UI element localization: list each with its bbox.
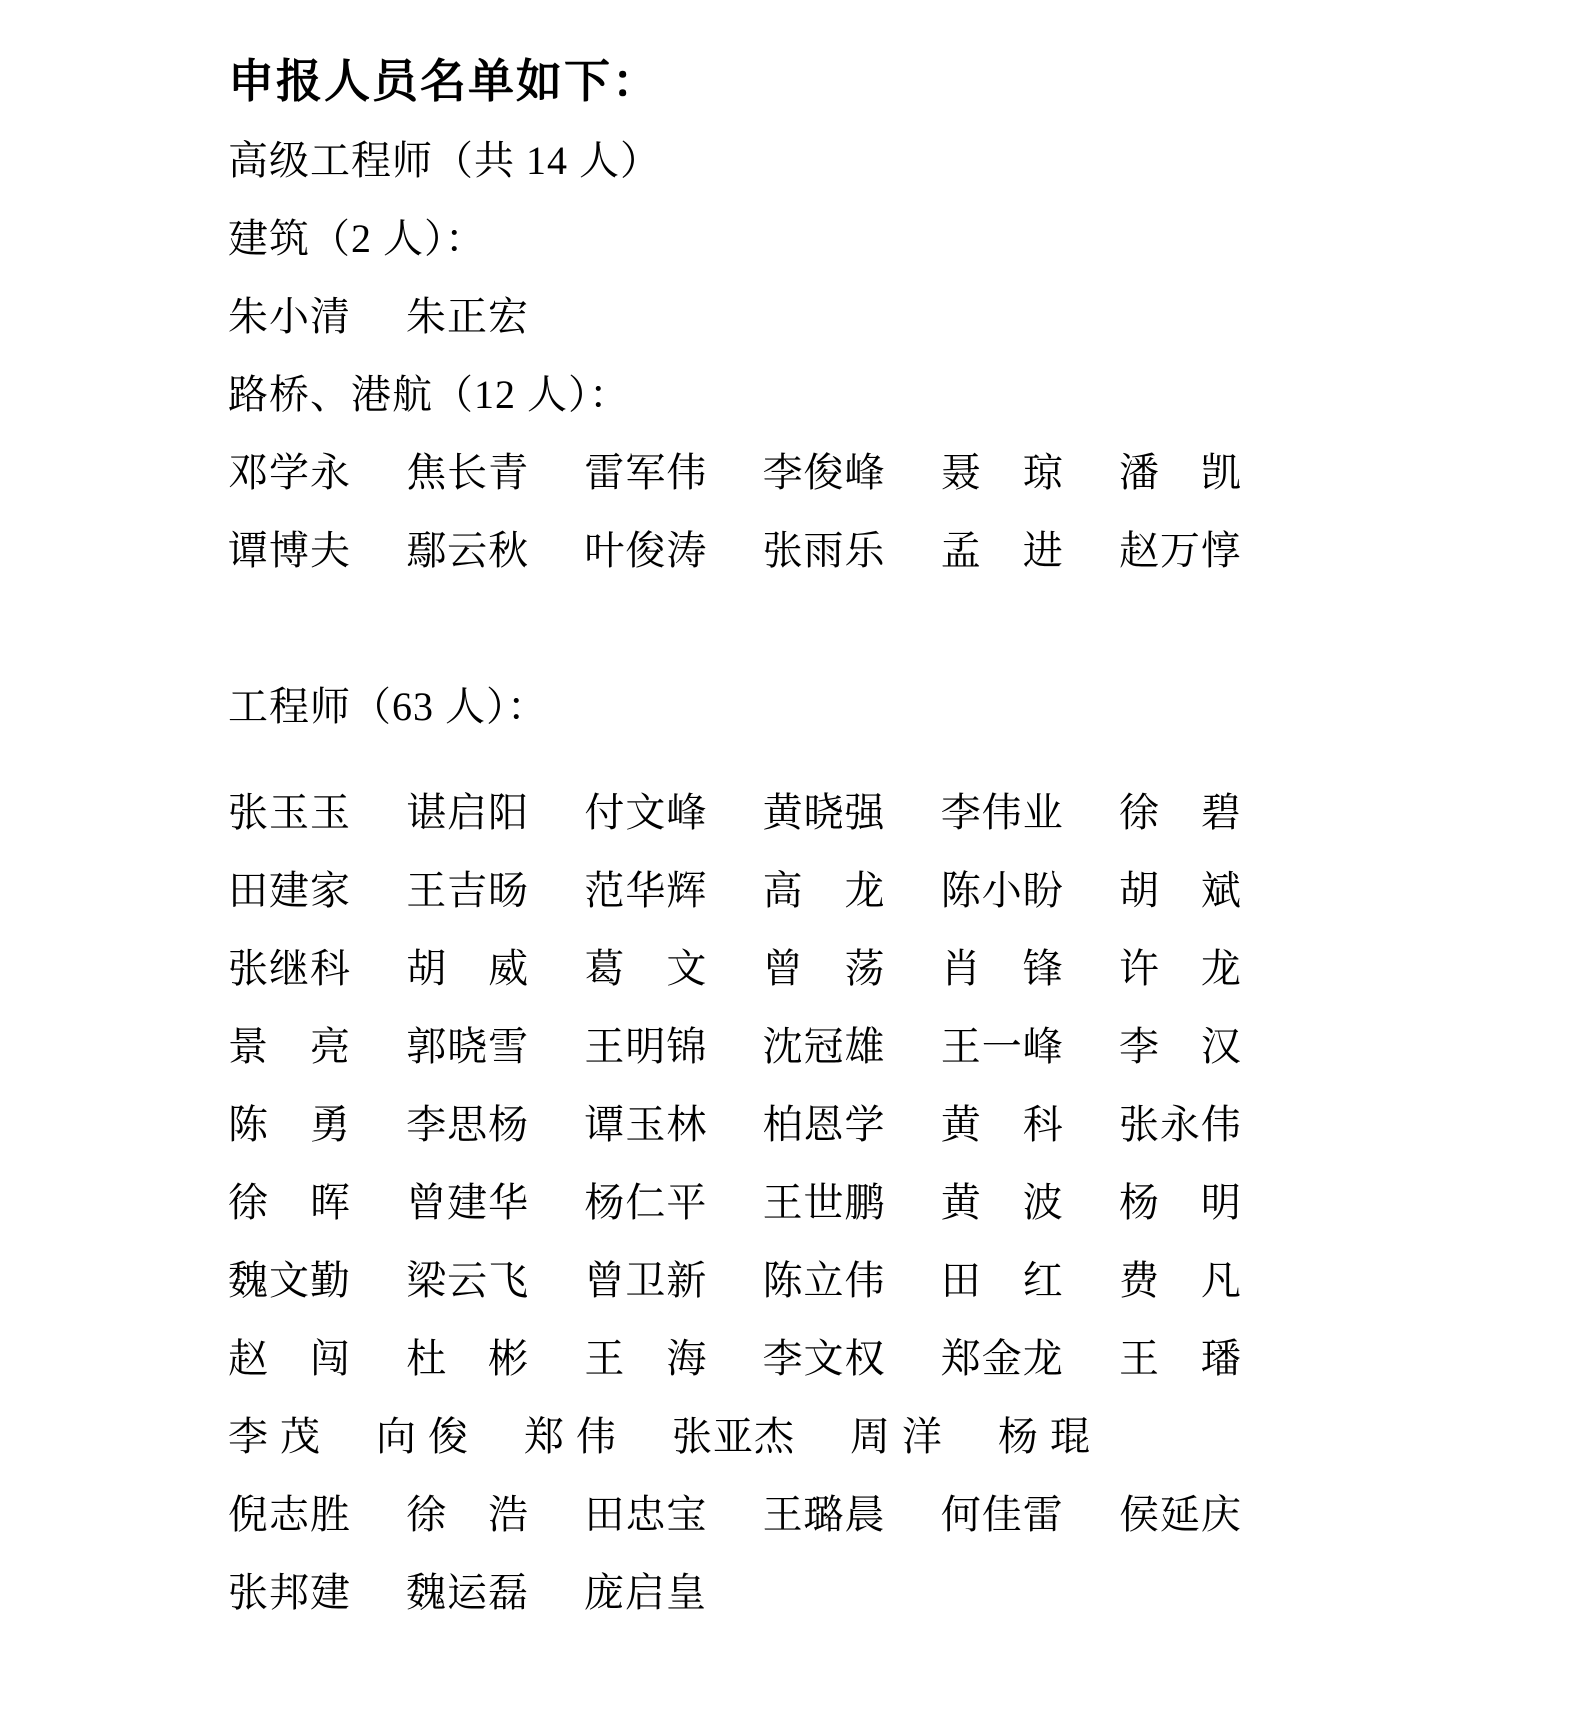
document-content — [228, 40, 1242, 1632]
person-name: 田忠宝 — [584, 1492, 708, 1537]
person-name: 郭晓雪 — [406, 1024, 530, 1069]
person-name: 胡 威 — [406, 946, 530, 991]
person-name: 梁云飞 — [406, 1258, 530, 1303]
person-name: 王璐晨 — [762, 1492, 886, 1537]
engineer-heading: 工程师（63 人）： — [228, 684, 548, 729]
name-row — [228, 774, 1242, 852]
person-name: 周 洋 — [850, 1414, 943, 1459]
person-name: 聂 琼 — [940, 450, 1064, 495]
document-title: 申报人员名单如下： — [228, 55, 660, 107]
name-row — [228, 1086, 1242, 1164]
person-name: 魏运磊 — [406, 1570, 529, 1615]
person-name: 付文峰 — [584, 790, 708, 835]
engineer-name-rows — [228, 746, 1242, 1632]
name-row — [228, 930, 1242, 1008]
person-name: 曾建华 — [406, 1180, 530, 1225]
person-name: 王吉旸 — [406, 868, 530, 913]
person-name: 赵万惇 — [1118, 528, 1242, 573]
person-name: 何佳雷 — [940, 1492, 1064, 1537]
person-name: 肖 锋 — [940, 946, 1064, 991]
person-name: 雷军伟 — [584, 450, 708, 495]
name-row — [228, 1398, 1242, 1476]
group-label-road-bridge-port: 路桥、港航（12 人）： — [228, 372, 630, 417]
person-name: 高 龙 — [762, 868, 886, 913]
person-name: 倪志胜 — [228, 1492, 351, 1537]
person-name: 潘 凯 — [1118, 450, 1242, 495]
person-name: 李思杨 — [406, 1102, 530, 1147]
person-name: 郑金龙 — [940, 1336, 1064, 1381]
person-name: 杨仁平 — [584, 1180, 708, 1225]
person-name: 曾 荡 — [762, 946, 886, 991]
person-name: 朱小清 — [228, 294, 351, 339]
person-name: 徐 浩 — [406, 1492, 530, 1537]
person-name: 庞启皇 — [584, 1570, 707, 1615]
person-name: 陈 勇 — [228, 1102, 351, 1147]
person-name: 王 璠 — [1118, 1336, 1242, 1381]
person-name: 张永伟 — [1118, 1102, 1242, 1147]
name-row — [228, 1242, 1242, 1320]
person-name: 田 红 — [940, 1258, 1064, 1303]
person-name: 李文权 — [762, 1336, 886, 1381]
person-name: 邓学永 — [228, 450, 351, 495]
person-name: 赵 闯 — [228, 1336, 351, 1381]
person-name: 叶俊涛 — [584, 528, 708, 573]
senior-engineer-heading: 高级工程师（共 14 人） — [228, 138, 661, 183]
person-name: 朱正宏 — [406, 294, 529, 339]
road-bridge-port-name-rows — [228, 434, 1242, 590]
construction-name-rows — [228, 278, 1242, 356]
name-row — [228, 278, 1242, 356]
person-name: 杨 琨 — [998, 1414, 1091, 1459]
person-name: 李 茂 — [228, 1414, 321, 1459]
section-gap — [228, 590, 1242, 668]
name-row — [228, 1320, 1242, 1398]
name-row — [228, 434, 1242, 512]
person-name: 杨 明 — [1118, 1180, 1242, 1225]
person-name: 鄢云秋 — [406, 528, 530, 573]
person-name: 张亚杰 — [672, 1414, 795, 1459]
name-row — [228, 852, 1242, 930]
person-name: 黄 科 — [940, 1102, 1064, 1147]
person-name: 向 俊 — [376, 1414, 469, 1459]
person-name: 陈小盼 — [940, 868, 1064, 913]
person-name: 焦长青 — [406, 450, 530, 495]
person-name: 葛 文 — [584, 946, 708, 991]
person-name: 李伟业 — [940, 790, 1064, 835]
person-name: 李 汉 — [1118, 1024, 1242, 1069]
person-name: 曾卫新 — [584, 1258, 708, 1303]
person-name: 杜 彬 — [406, 1336, 530, 1381]
person-name: 黄晓强 — [762, 790, 886, 835]
person-name: 柏恩学 — [762, 1102, 886, 1147]
name-row — [228, 512, 1242, 590]
person-name: 郑 伟 — [524, 1414, 617, 1459]
name-row — [228, 1164, 1242, 1242]
person-name: 侯延庆 — [1118, 1492, 1242, 1537]
person-name: 王 海 — [584, 1336, 708, 1381]
name-row — [228, 1476, 1242, 1554]
person-name: 谌启阳 — [406, 790, 530, 835]
person-name: 张邦建 — [228, 1570, 351, 1615]
person-name: 张继科 — [228, 946, 351, 991]
person-name: 胡 斌 — [1118, 868, 1242, 913]
person-name: 张雨乐 — [762, 528, 886, 573]
name-row — [228, 1008, 1242, 1086]
person-name: 景 亮 — [228, 1024, 351, 1069]
person-name: 许 龙 — [1118, 946, 1242, 991]
name-row — [228, 1554, 1242, 1632]
person-name: 王明锦 — [584, 1024, 708, 1069]
person-name: 李俊峰 — [762, 450, 886, 495]
person-name: 费 凡 — [1118, 1258, 1242, 1303]
person-name: 沈冠雄 — [762, 1024, 886, 1069]
person-name: 田建家 — [228, 868, 351, 913]
person-name: 范华辉 — [584, 868, 708, 913]
person-name: 王一峰 — [940, 1024, 1064, 1069]
person-name: 孟 进 — [940, 528, 1064, 573]
person-name: 黄 波 — [940, 1180, 1064, 1225]
person-name: 谭博夫 — [228, 528, 351, 573]
group-label-construction: 建筑（2 人）： — [228, 216, 486, 261]
person-name: 谭玉林 — [584, 1102, 708, 1147]
person-name: 陈立伟 — [762, 1258, 886, 1303]
person-name: 王世鹏 — [762, 1180, 886, 1225]
person-name: 张玉玉 — [228, 790, 351, 835]
person-name: 徐 晖 — [228, 1180, 351, 1225]
person-name: 魏文勤 — [228, 1258, 351, 1303]
person-name: 徐 碧 — [1118, 790, 1242, 835]
